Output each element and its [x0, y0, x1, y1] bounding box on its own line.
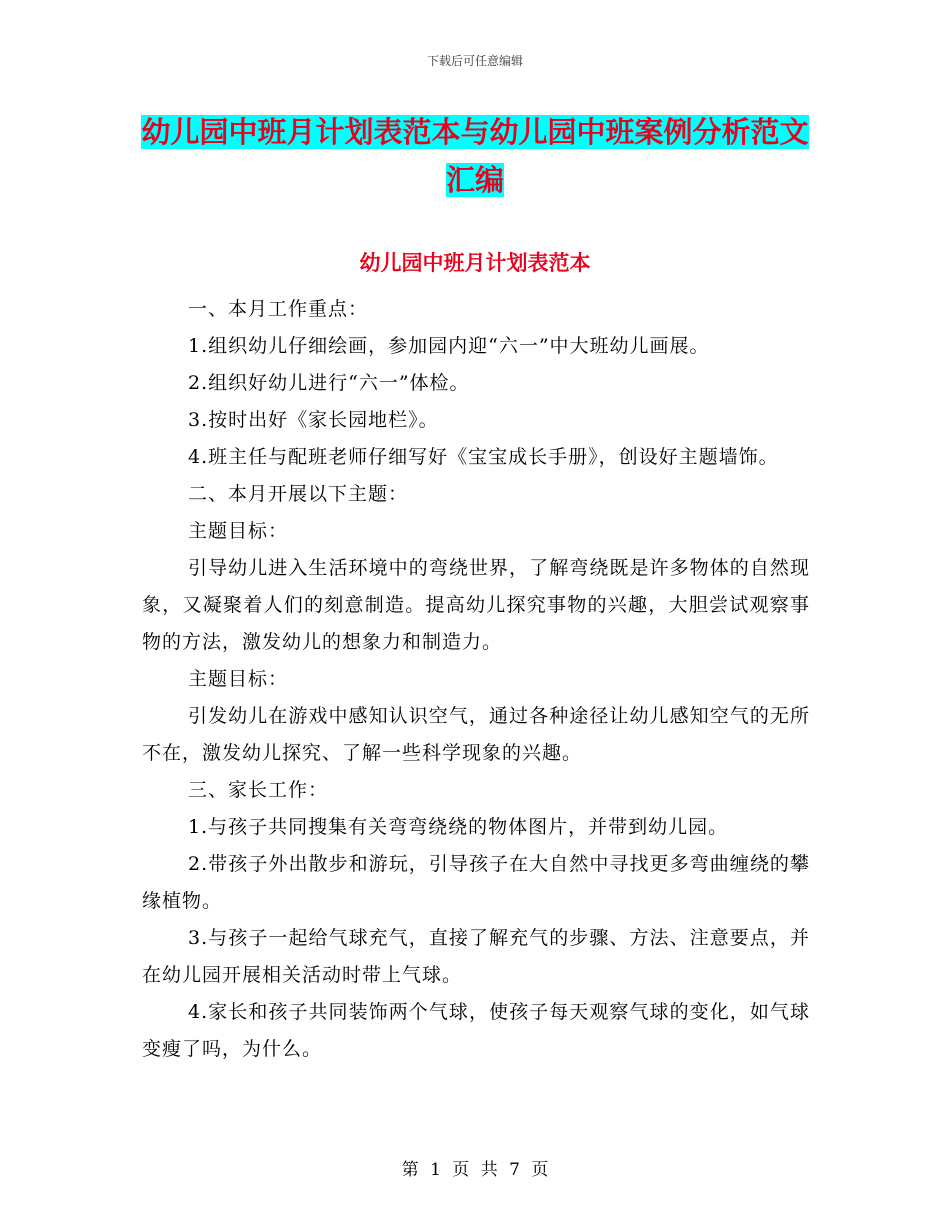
paragraph: 二、本月开展以下主题：: [188, 483, 409, 505]
body-text: [142, 291, 810, 1068]
paragraph: 三、家长工作：: [188, 779, 329, 801]
paragraph: 4.班主任与配班老师仔细写好《宝宝成长手册》，创设好主题墙饰。: [188, 446, 779, 468]
paragraph: 2.带孩子外出散步和游玩，引导孩子在大自然中寻找更多弯曲缠绕的攀缘植物。: [142, 853, 810, 912]
document-title-line-1: 幼儿园中班月计划表范本与幼儿园中班案例分析范文: [141, 115, 809, 149]
section-title: 幼儿园中班月计划表范本: [359, 251, 591, 275]
paragraph: 1.与孩子共同搜集有关弯弯绕绕的物体图片，并带到幼儿园。: [188, 816, 729, 838]
document-title-line-2: 汇编: [445, 163, 504, 197]
paragraph: 主题目标：: [188, 520, 289, 542]
paragraph: 1.组织幼儿仔细绘画，参加园内迎“六一”中大班幼儿画展。: [188, 335, 710, 357]
document-title: [140, 108, 810, 204]
paragraph: 主题目标：: [188, 668, 289, 690]
paragraph: 一、本月工作重点：: [188, 298, 369, 320]
header-note: 下载后可任意编辑: [426, 54, 523, 68]
paragraph: 引导幼儿进入生活环境中的弯绕世界，了解弯绕既是许多物体的自然现象，又凝聚着人们的刻意制造。提高幼儿探究事物的兴趣，大胆尝试观察事物的方法，激发幼儿的想象力和制造力。: [142, 557, 810, 653]
paragraph: 2.组织好幼儿进行“六一”体检。: [188, 372, 470, 394]
paragraph: 引发幼儿在游戏中感知认识空气，通过各种途径让幼儿感知空气的无所不在，激发幼儿探究、了解一些科学现象的兴趣。: [142, 705, 810, 764]
paragraph: 4.家长和孩子共同装饰两个气球，使孩子每天观察气球的变化，如气球变瘦了吗，为什么。: [142, 1001, 810, 1060]
page-number-footer: 第 1 页 共 7 页: [401, 1160, 549, 1180]
paragraph: 3.按时出好《家长园地栏》。: [188, 409, 439, 431]
paragraph: 3.与孩子一起给气球充气，直接了解充气的步骤、方法、注意要点，并在幼儿园开展相关活动时带上气球。: [142, 927, 810, 986]
